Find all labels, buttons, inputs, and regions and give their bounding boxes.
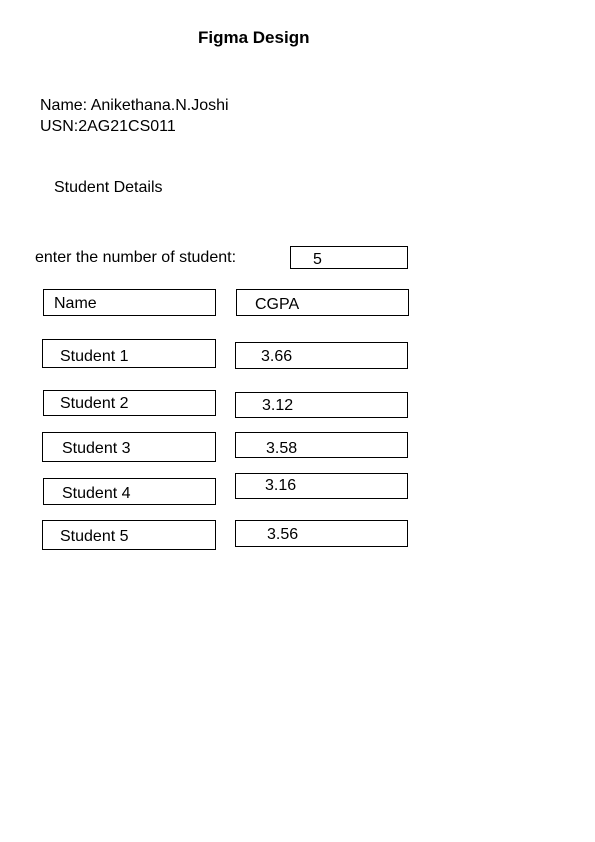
student-cgpa-field[interactable] bbox=[235, 392, 408, 418]
student-count-label: enter the number of student: bbox=[35, 249, 237, 266]
author-usn: USN:2AG21CS011 bbox=[40, 118, 176, 135]
name-column-header bbox=[43, 289, 216, 316]
cgpa-header-label: CGPA bbox=[255, 296, 300, 313]
page-title: Figma Design bbox=[198, 28, 310, 47]
student-cgpa-field[interactable] bbox=[235, 342, 408, 369]
student-name-field[interactable] bbox=[43, 478, 216, 505]
student-name-field[interactable] bbox=[42, 432, 216, 462]
student-name: Student 1 bbox=[60, 348, 129, 365]
student-name-field[interactable] bbox=[42, 339, 216, 368]
name-header-label: Name bbox=[54, 295, 97, 312]
student-count-value: 5 bbox=[313, 251, 322, 268]
cgpa-column-header bbox=[236, 289, 409, 316]
student-cgpa-field[interactable] bbox=[235, 473, 408, 499]
student-name-field[interactable] bbox=[42, 520, 216, 550]
author-name: Name: Anikethana.N.Joshi bbox=[40, 97, 229, 114]
student-name: Student 2 bbox=[60, 395, 129, 412]
student-cgpa: 3.58 bbox=[266, 440, 298, 457]
student-count-input[interactable] bbox=[290, 246, 408, 269]
student-cgpa-field[interactable] bbox=[235, 520, 408, 547]
student-cgpa: 3.16 bbox=[265, 477, 297, 494]
section-title: Student Details bbox=[54, 179, 163, 196]
student-cgpa-field[interactable] bbox=[235, 432, 408, 458]
student-name-field[interactable] bbox=[43, 390, 216, 416]
student-cgpa: 3.66 bbox=[261, 348, 293, 365]
student-cgpa: 3.56 bbox=[267, 526, 299, 543]
student-name: Student 4 bbox=[62, 485, 131, 502]
student-name: Student 5 bbox=[60, 528, 129, 545]
student-cgpa: 3.12 bbox=[262, 397, 294, 414]
student-name: Student 3 bbox=[62, 440, 131, 457]
